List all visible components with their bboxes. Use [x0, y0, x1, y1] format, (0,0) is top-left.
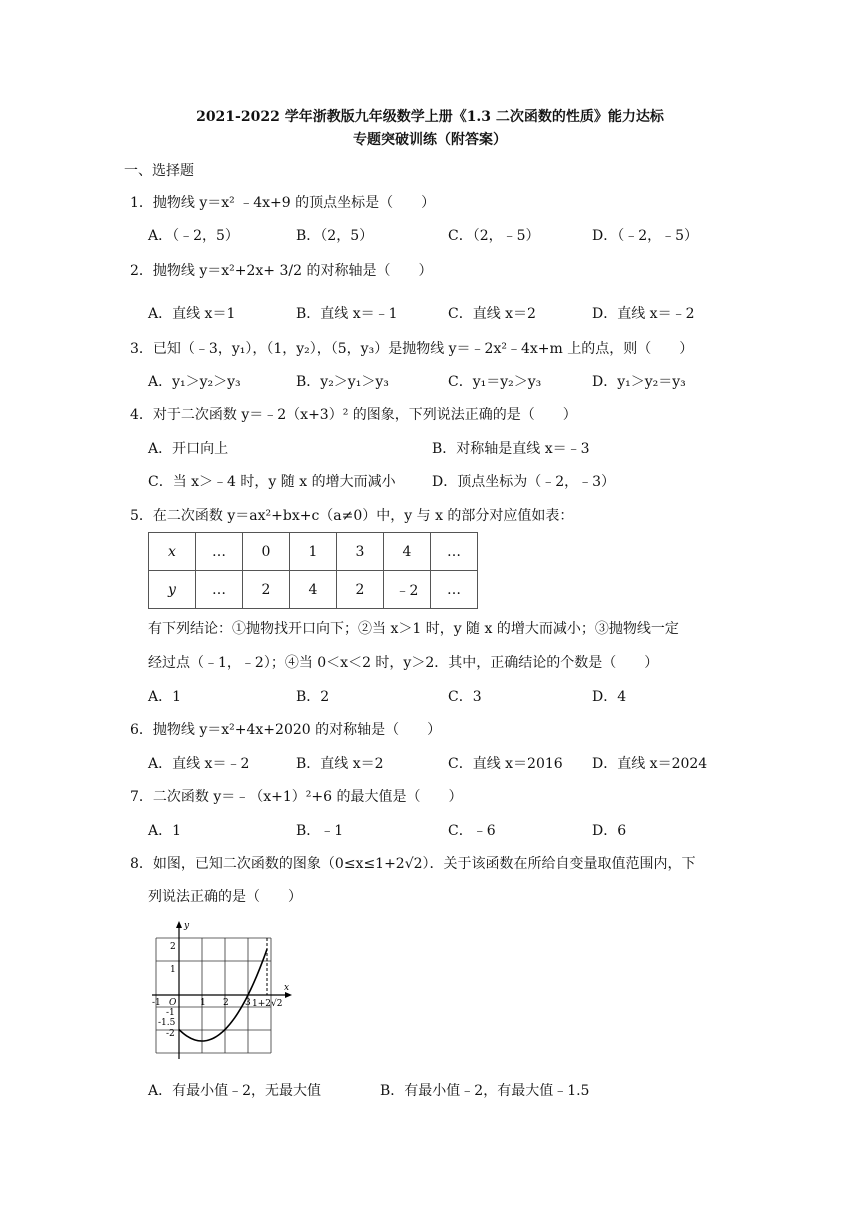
q5-option-a: A．1 — [148, 689, 182, 705]
table-cell: 2 — [337, 571, 384, 609]
question-7-stem: 7．二次函数 y＝﹣（x+1）²+6 的最大值是（ ） — [130, 789, 463, 805]
table-cell: … — [196, 533, 243, 571]
q5-option-d: D．4 — [592, 689, 627, 705]
q4-option-a: A．开口向上 — [148, 441, 229, 457]
q8-option-a: A．有最小值﹣2，无最大值 — [148, 1083, 322, 1099]
question-8-stem-cont: 列说法正确的是（ ） — [148, 889, 302, 905]
q4-option-d: D．顶点坐标为（﹣2，﹣3） — [432, 474, 616, 490]
y-axis-arrow — [176, 921, 182, 928]
q7-option-b: B．﹣1 — [296, 823, 344, 839]
question-6-stem: 6．抛物线 y＝x²+4x+2020 的对称轴是（ ） — [130, 722, 442, 738]
table-row-x — [149, 533, 478, 571]
q5-conclusions-line1: 有下列结论：①抛物找开口向下；②当 x＞1 时，y 随 x 的增大而减小；③抛物线一定 — [148, 621, 679, 637]
tick-label: -1.5 — [158, 1018, 176, 1028]
q5-option-b: B．2 — [296, 689, 330, 705]
tick-label: -2 — [166, 1029, 175, 1039]
table-cell: x — [149, 533, 196, 571]
q3-option-b: B．y₂＞y₁＞y₃ — [296, 374, 389, 390]
q7-option-a: A．1 — [148, 823, 182, 839]
tick-label: 3 — [245, 998, 251, 1008]
tick-label: 1 — [170, 965, 176, 975]
tick-label: 1+2√2 — [252, 999, 283, 1009]
question-2-stem: 2．抛物线 y＝x²+2x+ 3/2 的对称轴是（ ） — [130, 263, 433, 279]
question-4-stem: 4．对于二次函数 y＝﹣2（x+3）² 的图象，下列说法正确的是（ ） — [130, 407, 577, 423]
q4-option-b: B．对称轴是直线 x＝﹣3 — [432, 441, 590, 457]
table-cell: … — [196, 571, 243, 609]
table-cell: 0 — [243, 533, 290, 571]
q2-option-c: C．直线 x＝2 — [448, 306, 536, 322]
q7-option-d: D．6 — [592, 823, 627, 839]
tick-label: 1 — [200, 998, 206, 1008]
y-axis-label: y — [184, 921, 190, 931]
q2-option-a: A．直线 x＝1 — [148, 306, 236, 322]
q3-option-c: C．y₁＝y₂＞y₃ — [448, 374, 542, 390]
tick-label: 2 — [223, 998, 229, 1008]
tick-label: -1 — [152, 998, 161, 1008]
tick-label: -1 — [166, 1008, 175, 1018]
table-cell: 2 — [243, 571, 290, 609]
q3-option-d: D．y₁＞y₂＝y₃ — [592, 374, 686, 390]
table-cell: 4 — [290, 571, 337, 609]
question-1-stem: 1．抛物线 y＝x² ﹣4x+9 的顶点坐标是（ ） — [130, 195, 436, 211]
table-cell: 1 — [290, 533, 337, 571]
q5-conclusions-line2: 经过点（﹣1，﹣2）；④当 0＜x＜2 时，y＞2．其中，正确结论的个数是（ ） — [148, 655, 659, 671]
parabola-graph — [148, 918, 298, 1063]
q1-option-d: D．（﹣2，﹣5） — [592, 228, 699, 244]
tick-label: 2 — [170, 942, 176, 952]
value-table — [148, 532, 478, 609]
q6-option-b: B．直线 x＝2 — [296, 756, 384, 772]
table-cell: 3 — [337, 533, 384, 571]
table-cell: … — [431, 571, 478, 609]
question-5-stem: 5．在二次函数 y＝ax²+bx+c（a≠0）中，y 与 x 的部分对应值如表： — [130, 508, 574, 524]
table-cell: y — [149, 571, 196, 609]
x-axis-label: x — [284, 983, 290, 993]
q6-option-d: D．直线 x＝2024 — [592, 756, 708, 772]
q4-option-c: C．当 x＞﹣4 时，y 随 x 的增大而减小 — [148, 474, 396, 490]
q1-option-a: A．（﹣2，5） — [148, 228, 239, 244]
question-3-stem: 3．已知（﹣3，y₁），（1，y₂），（5，y₃）是抛物线 y＝﹣2x²﹣4x+m 上的点，则（ ） — [130, 341, 694, 357]
q2-option-b: B．直线 x＝﹣1 — [296, 306, 398, 322]
doc-title-line2: 专题突破训练（附答案） — [353, 132, 507, 148]
doc-title-line1: 2021-2022 学年浙教版九年级数学上册《1.3 二次函数的性质》能力达标 — [196, 109, 664, 125]
q6-option-c: C．直线 x＝2016 — [448, 756, 563, 772]
q5-option-c: C．3 — [448, 689, 482, 705]
table-row-y — [149, 571, 478, 609]
question-8-stem: 8．如图，已知二次函数的图象（0≤x≤1+2√2）．关于该函数在所给自变量取值范围内，下 — [130, 856, 696, 872]
origin-label: O — [169, 998, 177, 1008]
section-heading: 一、选择题 — [124, 163, 194, 179]
table-cell: … — [431, 533, 478, 571]
q6-option-a: A．直线 x＝﹣2 — [148, 756, 250, 772]
table-cell: ﹣2 — [384, 571, 431, 609]
q1-option-c: C．（2，﹣5） — [448, 228, 540, 244]
q3-option-a: A．y₁＞y₂＞y₃ — [148, 374, 241, 390]
q7-option-c: C．﹣6 — [448, 823, 496, 839]
q1-option-b: B．（2，5） — [296, 228, 374, 244]
table-cell: 4 — [384, 533, 431, 571]
q2-option-d: D．直线 x＝﹣2 — [592, 306, 695, 322]
q8-option-b: B．有最小值﹣2，有最大值﹣1.5 — [380, 1083, 590, 1099]
